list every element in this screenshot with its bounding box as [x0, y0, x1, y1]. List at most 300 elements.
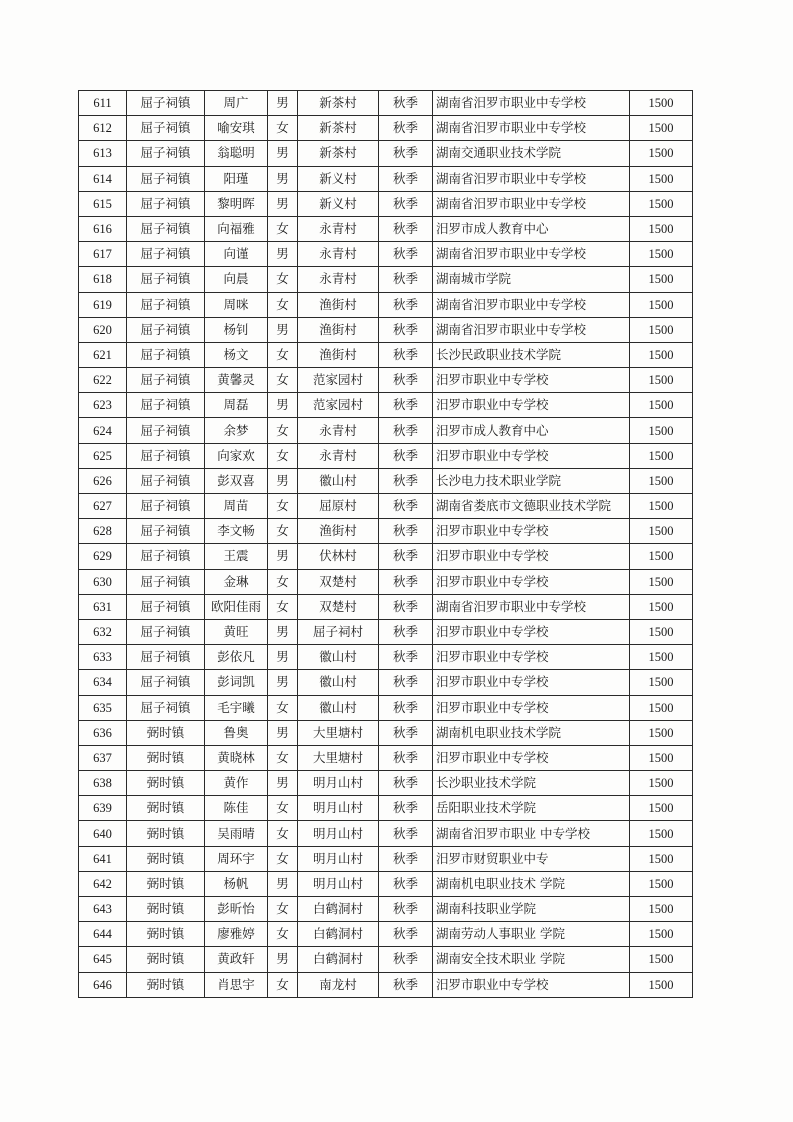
gender-cell: 男 — [268, 393, 298, 418]
amount-cell: 1500 — [630, 871, 693, 896]
table-row — [79, 141, 693, 166]
row-number: 617 — [79, 242, 127, 267]
term-cell: 秋季 — [379, 91, 433, 116]
table-row — [79, 116, 693, 141]
student-name-cell: 黎明晖 — [205, 191, 268, 216]
student-name-cell: 彭词凯 — [205, 670, 268, 695]
village-cell: 白鹤洞村 — [298, 947, 379, 972]
school-cell: 湖南省汨罗市职业中专学校 — [433, 594, 630, 619]
school-cell: 湖南省汨罗市职业中专学校 — [433, 317, 630, 342]
row-number: 636 — [79, 720, 127, 745]
student-name-cell: 向家欢 — [205, 443, 268, 468]
table-row — [79, 720, 693, 745]
term-cell: 秋季 — [379, 317, 433, 342]
term-cell: 秋季 — [379, 745, 433, 770]
village-cell: 新义村 — [298, 191, 379, 216]
school-cell: 汨罗市财贸职业中专 — [433, 846, 630, 871]
town-cell: 弼时镇 — [127, 897, 205, 922]
amount-cell: 1500 — [630, 569, 693, 594]
amount-cell: 1500 — [630, 670, 693, 695]
table-row — [79, 695, 693, 720]
village-cell: 大里塘村 — [298, 720, 379, 745]
school-cell: 汨罗市职业中专学校 — [433, 569, 630, 594]
town-cell: 屈子祠镇 — [127, 670, 205, 695]
gender-cell: 男 — [268, 242, 298, 267]
term-cell: 秋季 — [379, 922, 433, 947]
row-number: 611 — [79, 91, 127, 116]
amount-cell: 1500 — [630, 821, 693, 846]
amount-cell: 1500 — [630, 368, 693, 393]
gender-cell: 女 — [268, 695, 298, 720]
term-cell: 秋季 — [379, 519, 433, 544]
town-cell: 屈子祠镇 — [127, 317, 205, 342]
student-name-cell: 黄晓林 — [205, 745, 268, 770]
student-name-cell: 李文畅 — [205, 519, 268, 544]
amount-cell: 1500 — [630, 745, 693, 770]
school-cell: 湖南省汨罗市职业中专学校 — [433, 292, 630, 317]
amount-cell: 1500 — [630, 544, 693, 569]
town-cell: 屈子祠镇 — [127, 191, 205, 216]
term-cell: 秋季 — [379, 796, 433, 821]
amount-cell: 1500 — [630, 695, 693, 720]
town-cell: 屈子祠镇 — [127, 216, 205, 241]
term-cell: 秋季 — [379, 443, 433, 468]
gender-cell: 女 — [268, 368, 298, 393]
school-cell: 汨罗市职业中专学校 — [433, 619, 630, 644]
student-name-cell: 周广 — [205, 91, 268, 116]
town-cell: 屈子祠镇 — [127, 544, 205, 569]
term-cell: 秋季 — [379, 116, 433, 141]
term-cell: 秋季 — [379, 897, 433, 922]
school-cell: 汨罗市职业中专学校 — [433, 519, 630, 544]
school-cell: 湖南省娄底市文德职业技术学院 — [433, 494, 630, 519]
table-row — [79, 897, 693, 922]
village-cell: 渔街村 — [298, 519, 379, 544]
table-row — [79, 267, 693, 292]
table-row — [79, 821, 693, 846]
term-cell: 秋季 — [379, 720, 433, 745]
school-cell: 湖南城市学院 — [433, 267, 630, 292]
town-cell: 屈子祠镇 — [127, 141, 205, 166]
gender-cell: 女 — [268, 443, 298, 468]
school-cell: 湖南安全技术职业 学院 — [433, 947, 630, 972]
table-row — [79, 418, 693, 443]
village-cell: 明月山村 — [298, 871, 379, 896]
village-cell: 范家园村 — [298, 368, 379, 393]
village-cell: 范家园村 — [298, 393, 379, 418]
school-cell: 湖南省汨罗市职业中专学校 — [433, 116, 630, 141]
term-cell: 秋季 — [379, 216, 433, 241]
gender-cell: 男 — [268, 871, 298, 896]
school-cell: 湖南劳动人事职业 学院 — [433, 922, 630, 947]
school-cell: 汨罗市职业中专学校 — [433, 695, 630, 720]
row-number: 623 — [79, 393, 127, 418]
table-row — [79, 166, 693, 191]
row-number: 633 — [79, 645, 127, 670]
amount-cell: 1500 — [630, 242, 693, 267]
town-cell: 弼时镇 — [127, 922, 205, 947]
amount-cell: 1500 — [630, 468, 693, 493]
table-row — [79, 645, 693, 670]
term-cell: 秋季 — [379, 972, 433, 997]
row-number: 616 — [79, 216, 127, 241]
school-cell: 湖南省汨罗市职业中专学校 — [433, 166, 630, 191]
term-cell: 秋季 — [379, 670, 433, 695]
amount-cell: 1500 — [630, 645, 693, 670]
student-name-cell: 陈佳 — [205, 796, 268, 821]
town-cell: 弼时镇 — [127, 796, 205, 821]
town-cell: 屈子祠镇 — [127, 468, 205, 493]
town-cell: 屈子祠镇 — [127, 695, 205, 720]
school-cell: 湖南省汨罗市职业中专学校 — [433, 91, 630, 116]
school-cell: 湖南机电职业技术 学院 — [433, 871, 630, 896]
town-cell: 屈子祠镇 — [127, 116, 205, 141]
table-row — [79, 871, 693, 896]
student-name-cell: 彭依凡 — [205, 645, 268, 670]
town-cell: 弼时镇 — [127, 720, 205, 745]
gender-cell: 女 — [268, 796, 298, 821]
village-cell: 永青村 — [298, 418, 379, 443]
amount-cell: 1500 — [630, 720, 693, 745]
village-cell: 南龙村 — [298, 972, 379, 997]
village-cell: 永青村 — [298, 443, 379, 468]
amount-cell: 1500 — [630, 771, 693, 796]
amount-cell: 1500 — [630, 418, 693, 443]
amount-cell: 1500 — [630, 116, 693, 141]
village-cell: 新茶村 — [298, 141, 379, 166]
village-cell: 永青村 — [298, 242, 379, 267]
gender-cell: 女 — [268, 116, 298, 141]
amount-cell: 1500 — [630, 796, 693, 821]
amount-cell: 1500 — [630, 897, 693, 922]
gender-cell: 女 — [268, 922, 298, 947]
student-name-cell: 欧阳佳雨 — [205, 594, 268, 619]
student-name-cell: 周磊 — [205, 393, 268, 418]
term-cell: 秋季 — [379, 393, 433, 418]
village-cell: 新茶村 — [298, 91, 379, 116]
gender-cell: 女 — [268, 418, 298, 443]
amount-cell: 1500 — [630, 342, 693, 367]
village-cell: 明月山村 — [298, 846, 379, 871]
row-number: 626 — [79, 468, 127, 493]
table-row — [79, 594, 693, 619]
student-name-cell: 喻安琪 — [205, 116, 268, 141]
school-cell: 汨罗市职业中专学校 — [433, 393, 630, 418]
student-name-cell: 鲁奥 — [205, 720, 268, 745]
student-name-cell: 翁聪明 — [205, 141, 268, 166]
amount-cell: 1500 — [630, 393, 693, 418]
term-cell: 秋季 — [379, 267, 433, 292]
term-cell: 秋季 — [379, 695, 433, 720]
row-number: 627 — [79, 494, 127, 519]
student-name-cell: 肖思宇 — [205, 972, 268, 997]
gender-cell: 女 — [268, 594, 298, 619]
row-number: 631 — [79, 594, 127, 619]
term-cell: 秋季 — [379, 494, 433, 519]
row-number: 624 — [79, 418, 127, 443]
gender-cell: 女 — [268, 494, 298, 519]
term-cell: 秋季 — [379, 141, 433, 166]
row-number: 634 — [79, 670, 127, 695]
gender-cell: 女 — [268, 897, 298, 922]
term-cell: 秋季 — [379, 619, 433, 644]
term-cell: 秋季 — [379, 292, 433, 317]
row-number: 618 — [79, 267, 127, 292]
row-number: 640 — [79, 821, 127, 846]
village-cell: 伏林村 — [298, 544, 379, 569]
school-cell: 汨罗市职业中专学校 — [433, 670, 630, 695]
table-row — [79, 494, 693, 519]
village-cell: 白鹤洞村 — [298, 897, 379, 922]
table-row — [79, 317, 693, 342]
school-cell: 汨罗市职业中专学校 — [433, 544, 630, 569]
gender-cell: 男 — [268, 544, 298, 569]
student-name-cell: 周咪 — [205, 292, 268, 317]
table-row — [79, 972, 693, 997]
school-cell: 湖南省汨罗市职业中专学校 — [433, 191, 630, 216]
gender-cell: 男 — [268, 720, 298, 745]
village-cell: 明月山村 — [298, 771, 379, 796]
school-cell: 湖南省汨罗市职业 中专学校 — [433, 821, 630, 846]
town-cell: 屈子祠镇 — [127, 443, 205, 468]
student-name-cell: 黄政轩 — [205, 947, 268, 972]
row-number: 620 — [79, 317, 127, 342]
table-row — [79, 670, 693, 695]
student-name-cell: 彭昕怡 — [205, 897, 268, 922]
gender-cell: 女 — [268, 292, 298, 317]
town-cell: 屈子祠镇 — [127, 166, 205, 191]
town-cell: 屈子祠镇 — [127, 393, 205, 418]
village-cell: 屈子祠村 — [298, 619, 379, 644]
row-number: 641 — [79, 846, 127, 871]
school-cell: 长沙电力技术职业学院 — [433, 468, 630, 493]
term-cell: 秋季 — [379, 418, 433, 443]
table-row — [79, 91, 693, 116]
gender-cell: 男 — [268, 141, 298, 166]
gender-cell: 女 — [268, 216, 298, 241]
table-body — [79, 91, 693, 998]
village-cell: 徽山村 — [298, 670, 379, 695]
row-number: 619 — [79, 292, 127, 317]
term-cell: 秋季 — [379, 342, 433, 367]
row-number: 612 — [79, 116, 127, 141]
school-cell: 湖南机电职业技术学院 — [433, 720, 630, 745]
term-cell: 秋季 — [379, 468, 433, 493]
row-number: 630 — [79, 569, 127, 594]
gender-cell: 男 — [268, 947, 298, 972]
village-cell: 明月山村 — [298, 796, 379, 821]
town-cell: 屈子祠镇 — [127, 91, 205, 116]
town-cell: 屈子祠镇 — [127, 645, 205, 670]
student-name-cell: 向福雅 — [205, 216, 268, 241]
table-row — [79, 292, 693, 317]
row-number: 637 — [79, 745, 127, 770]
row-number: 646 — [79, 972, 127, 997]
student-name-cell: 吴雨晴 — [205, 821, 268, 846]
term-cell: 秋季 — [379, 947, 433, 972]
row-number: 628 — [79, 519, 127, 544]
student-name-cell: 彭双喜 — [205, 468, 268, 493]
table-row — [79, 242, 693, 267]
amount-cell: 1500 — [630, 947, 693, 972]
amount-cell: 1500 — [630, 519, 693, 544]
student-name-cell: 向谨 — [205, 242, 268, 267]
row-number: 625 — [79, 443, 127, 468]
gender-cell: 女 — [268, 821, 298, 846]
student-name-cell: 杨钊 — [205, 317, 268, 342]
student-name-cell: 余梦 — [205, 418, 268, 443]
row-number: 638 — [79, 771, 127, 796]
town-cell: 屈子祠镇 — [127, 292, 205, 317]
gender-cell: 男 — [268, 645, 298, 670]
town-cell: 屈子祠镇 — [127, 267, 205, 292]
student-name-cell: 杨帆 — [205, 871, 268, 896]
gender-cell: 女 — [268, 342, 298, 367]
subsidy-table — [78, 90, 693, 998]
school-cell: 汨罗市职业中专学校 — [433, 645, 630, 670]
student-name-cell: 金琳 — [205, 569, 268, 594]
gender-cell: 男 — [268, 771, 298, 796]
table-row — [79, 922, 693, 947]
table-row — [79, 191, 693, 216]
term-cell: 秋季 — [379, 569, 433, 594]
row-number: 614 — [79, 166, 127, 191]
table-row — [79, 468, 693, 493]
row-number: 615 — [79, 191, 127, 216]
amount-cell: 1500 — [630, 292, 693, 317]
town-cell: 弼时镇 — [127, 972, 205, 997]
village-cell: 渔街村 — [298, 292, 379, 317]
term-cell: 秋季 — [379, 645, 433, 670]
student-name-cell: 毛宇曦 — [205, 695, 268, 720]
school-cell: 湖南科技职业学院 — [433, 897, 630, 922]
student-name-cell: 周苗 — [205, 494, 268, 519]
gender-cell: 女 — [268, 569, 298, 594]
school-cell: 湖南交通职业技术学院 — [433, 141, 630, 166]
village-cell: 徽山村 — [298, 645, 379, 670]
amount-cell: 1500 — [630, 443, 693, 468]
town-cell: 弼时镇 — [127, 745, 205, 770]
village-cell: 渔街村 — [298, 342, 379, 367]
town-cell: 屈子祠镇 — [127, 569, 205, 594]
term-cell: 秋季 — [379, 242, 433, 267]
table-row — [79, 519, 693, 544]
town-cell: 屈子祠镇 — [127, 242, 205, 267]
village-cell: 明月山村 — [298, 821, 379, 846]
table-row — [79, 619, 693, 644]
school-cell: 湖南省汨罗市职业中专学校 — [433, 242, 630, 267]
town-cell: 弼时镇 — [127, 846, 205, 871]
school-cell: 长沙民政职业技术学院 — [433, 342, 630, 367]
row-number: 629 — [79, 544, 127, 569]
table-row — [79, 393, 693, 418]
amount-cell: 1500 — [630, 91, 693, 116]
student-name-cell: 黄馨灵 — [205, 368, 268, 393]
village-cell: 大里塘村 — [298, 745, 379, 770]
amount-cell: 1500 — [630, 191, 693, 216]
table-row — [79, 745, 693, 770]
table-row — [79, 544, 693, 569]
amount-cell: 1500 — [630, 317, 693, 342]
term-cell: 秋季 — [379, 771, 433, 796]
school-cell: 岳阳职业技术学院 — [433, 796, 630, 821]
gender-cell: 男 — [268, 670, 298, 695]
gender-cell: 男 — [268, 166, 298, 191]
student-name-cell: 阳瑾 — [205, 166, 268, 191]
school-cell: 长沙职业技术学院 — [433, 771, 630, 796]
school-cell: 汨罗市成人教育中心 — [433, 216, 630, 241]
amount-cell: 1500 — [630, 594, 693, 619]
amount-cell: 1500 — [630, 141, 693, 166]
student-name-cell: 杨文 — [205, 342, 268, 367]
student-name-cell: 周环宇 — [205, 846, 268, 871]
row-number: 632 — [79, 619, 127, 644]
row-number: 645 — [79, 947, 127, 972]
table-row — [79, 216, 693, 241]
amount-cell: 1500 — [630, 216, 693, 241]
table-row — [79, 771, 693, 796]
table-row — [79, 947, 693, 972]
gender-cell: 女 — [268, 972, 298, 997]
amount-cell: 1500 — [630, 972, 693, 997]
row-number: 643 — [79, 897, 127, 922]
village-cell: 双楚村 — [298, 569, 379, 594]
town-cell: 屈子祠镇 — [127, 342, 205, 367]
gender-cell: 男 — [268, 619, 298, 644]
amount-cell: 1500 — [630, 922, 693, 947]
term-cell: 秋季 — [379, 594, 433, 619]
table-row — [79, 443, 693, 468]
amount-cell: 1500 — [630, 494, 693, 519]
term-cell: 秋季 — [379, 166, 433, 191]
row-number: 621 — [79, 342, 127, 367]
gender-cell: 女 — [268, 846, 298, 871]
gender-cell: 女 — [268, 745, 298, 770]
student-name-cell: 黄作 — [205, 771, 268, 796]
row-number: 635 — [79, 695, 127, 720]
village-cell: 渔街村 — [298, 317, 379, 342]
town-cell: 弼时镇 — [127, 821, 205, 846]
row-number: 644 — [79, 922, 127, 947]
student-name-cell: 向晨 — [205, 267, 268, 292]
table-row — [79, 796, 693, 821]
table-row — [79, 342, 693, 367]
town-cell: 屈子祠镇 — [127, 619, 205, 644]
gender-cell: 女 — [268, 519, 298, 544]
town-cell: 弼时镇 — [127, 871, 205, 896]
town-cell: 弼时镇 — [127, 771, 205, 796]
village-cell: 白鹤洞村 — [298, 922, 379, 947]
table-row — [79, 368, 693, 393]
student-name-cell: 廖雅婷 — [205, 922, 268, 947]
town-cell: 屈子祠镇 — [127, 368, 205, 393]
gender-cell: 男 — [268, 91, 298, 116]
village-cell: 新茶村 — [298, 116, 379, 141]
town-cell: 弼时镇 — [127, 947, 205, 972]
village-cell: 永青村 — [298, 267, 379, 292]
term-cell: 秋季 — [379, 191, 433, 216]
row-number: 642 — [79, 871, 127, 896]
term-cell: 秋季 — [379, 846, 433, 871]
amount-cell: 1500 — [630, 267, 693, 292]
amount-cell: 1500 — [630, 166, 693, 191]
school-cell: 汨罗市职业中专学校 — [433, 368, 630, 393]
gender-cell: 男 — [268, 191, 298, 216]
gender-cell: 男 — [268, 468, 298, 493]
term-cell: 秋季 — [379, 368, 433, 393]
town-cell: 屈子祠镇 — [127, 494, 205, 519]
town-cell: 屈子祠镇 — [127, 418, 205, 443]
